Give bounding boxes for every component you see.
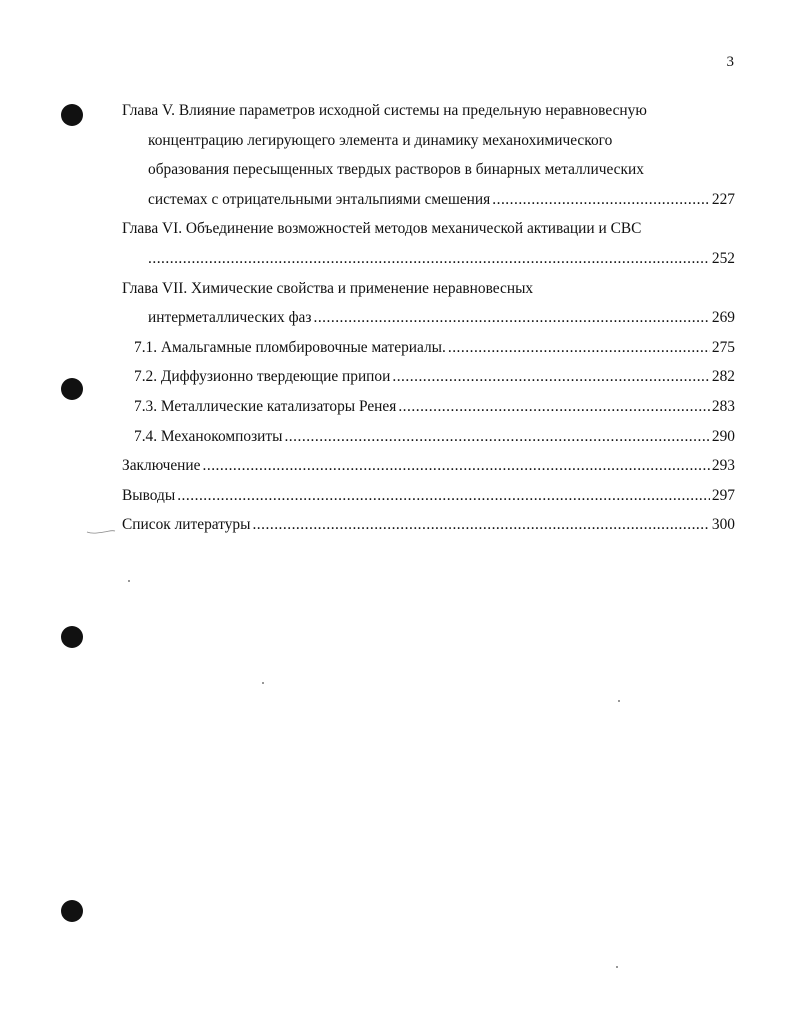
toc-entry-label: 7.4. Механокомпозиты bbox=[134, 427, 283, 445]
toc-entry-section-7-4[interactable] bbox=[122, 422, 735, 452]
toc-entry-label: системах с отрицательными энтальпиями смешения bbox=[148, 190, 491, 208]
dot-leader bbox=[448, 333, 710, 363]
scan-speck bbox=[616, 966, 618, 968]
toc-entry-label: Заключение bbox=[122, 457, 201, 475]
toc-entry-label: Выводы bbox=[122, 486, 176, 504]
toc-entry-chapter-7[interactable] bbox=[122, 274, 735, 333]
dot-leader bbox=[398, 392, 710, 422]
binder-hole-1 bbox=[61, 104, 83, 126]
scan-speck bbox=[618, 700, 620, 702]
binder-hole-3 bbox=[61, 626, 83, 648]
toc-entry-page: 282 bbox=[711, 368, 735, 386]
toc-entry-label: 7.2. Диффузионно твердеющие припои bbox=[134, 368, 391, 386]
dot-leader bbox=[392, 362, 710, 392]
toc-entry-section-7-1[interactable] bbox=[122, 333, 735, 363]
toc-entry-label: 7.3. Металлические катализаторы Ренея bbox=[134, 397, 397, 415]
toc-entry-chapter-6[interactable] bbox=[122, 214, 735, 273]
toc-entry-page: 300 bbox=[711, 516, 735, 534]
dot-leader bbox=[203, 451, 710, 481]
toc-entry-section-7-2[interactable] bbox=[122, 362, 735, 392]
toc-entry-label: Список литературы bbox=[122, 516, 251, 534]
toc-entry-label: Глава V. Влияние параметров исходной системы на предельную неравновесную bbox=[122, 102, 647, 119]
dot-leader bbox=[492, 185, 710, 215]
dot-leader bbox=[252, 510, 709, 540]
scan-speck bbox=[128, 580, 130, 582]
scan-speck bbox=[262, 682, 264, 684]
toc-entry-label: образования пересыщенных твердых растворов в бинарных металлических bbox=[148, 161, 644, 179]
toc-entry-page: 297 bbox=[711, 486, 735, 504]
table-of-contents bbox=[122, 96, 735, 540]
toc-entry-page: 293 bbox=[711, 457, 735, 475]
toc-entry-label: 7.1. Амальгамные пломбировочные материалы. bbox=[134, 338, 446, 356]
dot-leader bbox=[313, 303, 709, 333]
pen-mark bbox=[86, 527, 116, 535]
toc-entry-page: 275 bbox=[711, 338, 735, 356]
toc-entry-section-7-3[interactable] bbox=[122, 392, 735, 422]
binder-hole-2 bbox=[61, 378, 83, 400]
toc-entry-page: 227 bbox=[711, 190, 735, 208]
toc-entry-page: 269 bbox=[711, 309, 735, 327]
toc-entry-findings[interactable] bbox=[122, 481, 735, 511]
page-number: 3 bbox=[726, 54, 734, 70]
dot-leader bbox=[284, 422, 709, 452]
toc-entry-chapter-5[interactable] bbox=[122, 96, 735, 214]
dot-leader bbox=[148, 244, 710, 274]
toc-entry-page: 252 bbox=[711, 249, 735, 267]
toc-entry-conclusion[interactable] bbox=[122, 451, 735, 481]
toc-entry-references[interactable] bbox=[122, 510, 735, 540]
toc-entry-page: 283 bbox=[711, 397, 735, 415]
toc-entry-label: Глава VI. Объединение возможностей методов механической активации и СВС bbox=[122, 220, 642, 238]
toc-entry-label: интерметаллических фаз bbox=[148, 309, 312, 327]
toc-entry-page: 290 bbox=[711, 427, 735, 445]
dot-leader bbox=[177, 481, 710, 511]
binder-hole-4 bbox=[61, 900, 83, 922]
toc-entry-label: концентрацию легирующего элемента и динамику механохимического bbox=[148, 131, 613, 149]
toc-entry-label: Глава VII. Химические свойства и применение неравновесных bbox=[122, 279, 534, 297]
